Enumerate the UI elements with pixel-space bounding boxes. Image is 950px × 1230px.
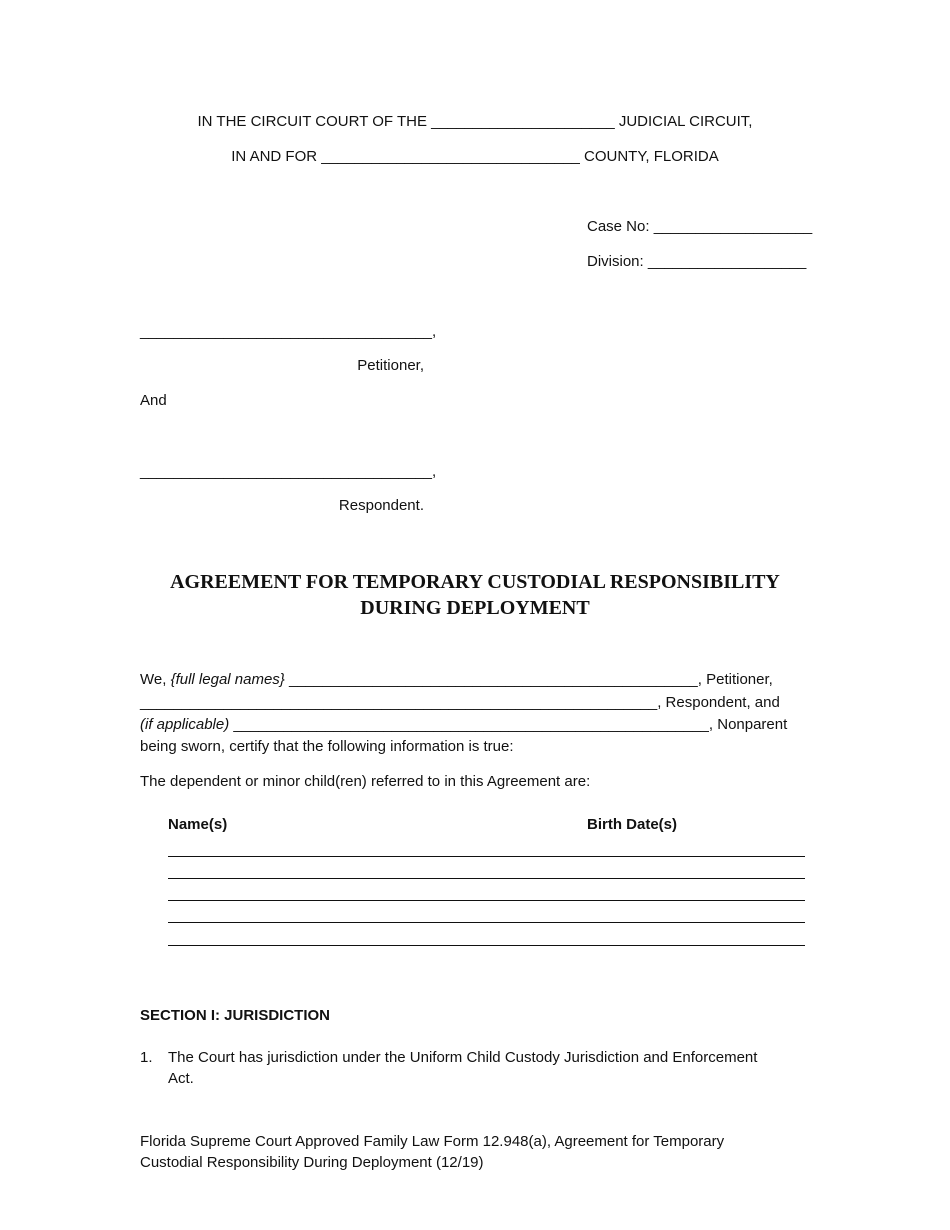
section-jurisdiction-heading: SECTION I: JURISDICTION [140,1007,331,1024]
court-circuit-line: IN THE CIRCUIT COURT OF THE ______________________ JUDICIAL CIRCUIT, [197,113,753,130]
oath-we: We, [140,671,171,688]
petitioner-name-field[interactable]: ___________________________________, [140,323,437,340]
respondent-label: Respondent. [338,497,424,514]
children-birthdate-header: Birth Date(s) [587,816,678,833]
nonparent-full-name-field[interactable]: _________________________________________________________, Nonparent [229,716,788,733]
child-entry-line[interactable] [168,878,805,879]
and-label: And [140,392,167,409]
respondent-name-field[interactable]: ___________________________________, [140,463,437,480]
children-name-header: Name(s) [168,816,228,833]
respondent-full-name-field[interactable]: ______________________________________________________________, Respondent, and [140,694,780,711]
jurisdiction-item-number: 1. [140,1049,153,1066]
court-county-line: IN AND FOR _______________________________ COUNTY, FLORIDA [231,148,719,165]
case-number-field[interactable]: Case No: ___________________ [587,218,813,235]
petitioner-label: Petitioner, [357,357,424,374]
children-intro: The dependent or minor child(ren) referred to in this Agreement are: [140,773,591,790]
oath-line-petitioner [140,670,773,690]
full-legal-names-hint: {full legal names} [170,671,285,688]
form-footer-line1: Florida Supreme Court Approved Family Law Form 12.948(a), Agreement for Temporary [140,1133,725,1150]
child-entry-line[interactable] [168,856,805,857]
division-field[interactable]: Division: ___________________ [587,253,807,270]
if-applicable-hint: (if applicable) [140,716,230,733]
document-title-line2: DURING DEPLOYMENT [360,597,590,619]
jurisdiction-item-text-line2: Act. [168,1070,194,1087]
child-entry-line[interactable] [168,945,805,946]
form-footer-line2: Custodial Responsibility During Deployment (12/19) [140,1154,484,1171]
oath-certification: being sworn, certify that the following information is true: [140,738,514,755]
document-title-line1: AGREEMENT FOR TEMPORARY CUSTODIAL RESPONSIBILITY [170,571,780,593]
oath-line-nonparent [140,715,787,735]
child-entry-line[interactable] [168,922,805,923]
child-entry-line[interactable] [168,900,805,901]
petitioner-full-name-field[interactable]: _________________________________________________, Petitioner, [284,671,773,688]
jurisdiction-item-text-line1: The Court has jurisdiction under the Uniform Child Custody Jurisdiction and Enforcement [168,1049,758,1066]
